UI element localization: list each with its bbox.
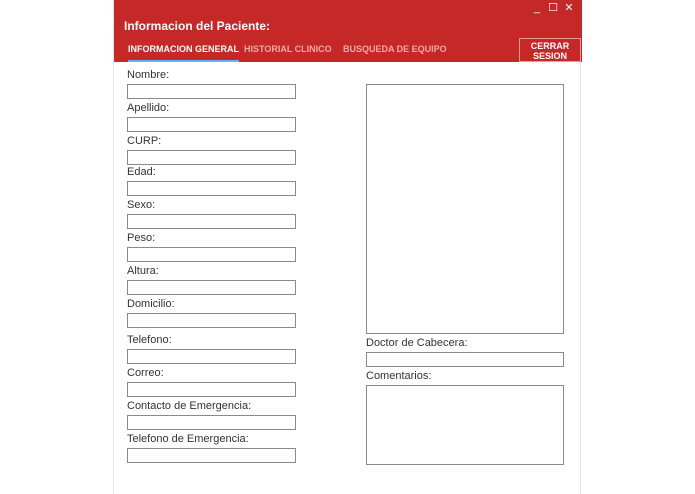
peso-label: Peso: bbox=[127, 232, 156, 244]
minimize-icon[interactable]: _ bbox=[533, 2, 541, 14]
edad-label: Edad: bbox=[127, 166, 156, 178]
close-icon[interactable]: ✕ bbox=[564, 2, 574, 14]
peso-field[interactable] bbox=[127, 247, 296, 262]
altura-label: Altura: bbox=[127, 265, 159, 277]
contacto-emergencia-field[interactable] bbox=[127, 415, 296, 430]
domicilio-field[interactable] bbox=[127, 313, 296, 328]
logout-button[interactable] bbox=[519, 38, 581, 62]
telefono-emergencia-field[interactable] bbox=[127, 448, 296, 463]
edad-field[interactable] bbox=[127, 181, 296, 196]
tab-informacion-general[interactable]: INFORMACION GENERAL bbox=[128, 40, 239, 62]
telefono-emergencia-label: Telefono de Emergencia: bbox=[127, 433, 249, 445]
curp-field[interactable] bbox=[127, 150, 296, 165]
apellido-field[interactable] bbox=[127, 117, 296, 132]
domicilio-label: Domicilio: bbox=[127, 298, 175, 310]
curp-label: CURP: bbox=[127, 135, 162, 147]
logout-label-line1: CERRAR bbox=[530, 41, 570, 51]
patient-photo-placeholder bbox=[366, 84, 564, 334]
doctor-cabecera-field[interactable] bbox=[366, 352, 564, 367]
correo-field[interactable] bbox=[127, 382, 296, 397]
tab-historial-clinico[interactable]: HISTORIAL CLINICO bbox=[244, 44, 332, 54]
apellido-label: Apellido: bbox=[127, 102, 170, 114]
contacto-emergencia-label: Contacto de Emergencia: bbox=[127, 400, 252, 412]
header-bar bbox=[114, 0, 582, 62]
logout-label-line2: SESION bbox=[532, 51, 567, 61]
patient-info-window bbox=[113, 0, 581, 494]
window-controls bbox=[532, 2, 574, 14]
doctor-cabecera-label: Doctor de Cabecera: bbox=[366, 337, 468, 349]
maximize-icon[interactable]: ☐ bbox=[548, 2, 558, 14]
altura-field[interactable] bbox=[127, 280, 296, 295]
telefono-field[interactable] bbox=[127, 349, 296, 364]
tab-busqueda-de-equipo[interactable]: BUSQUEDA DE EQUIPO bbox=[343, 44, 447, 54]
sexo-label: Sexo: bbox=[127, 199, 156, 211]
correo-label: Correo: bbox=[127, 367, 164, 379]
comentarios-label: Comentarios: bbox=[366, 370, 432, 382]
page-title: Informacion del Paciente: bbox=[124, 19, 271, 33]
nombre-label: Nombre: bbox=[127, 69, 170, 81]
nombre-field[interactable] bbox=[127, 84, 296, 99]
telefono-label: Telefono: bbox=[127, 334, 172, 346]
comentarios-textarea[interactable] bbox=[366, 385, 564, 465]
sexo-field[interactable] bbox=[127, 214, 296, 229]
